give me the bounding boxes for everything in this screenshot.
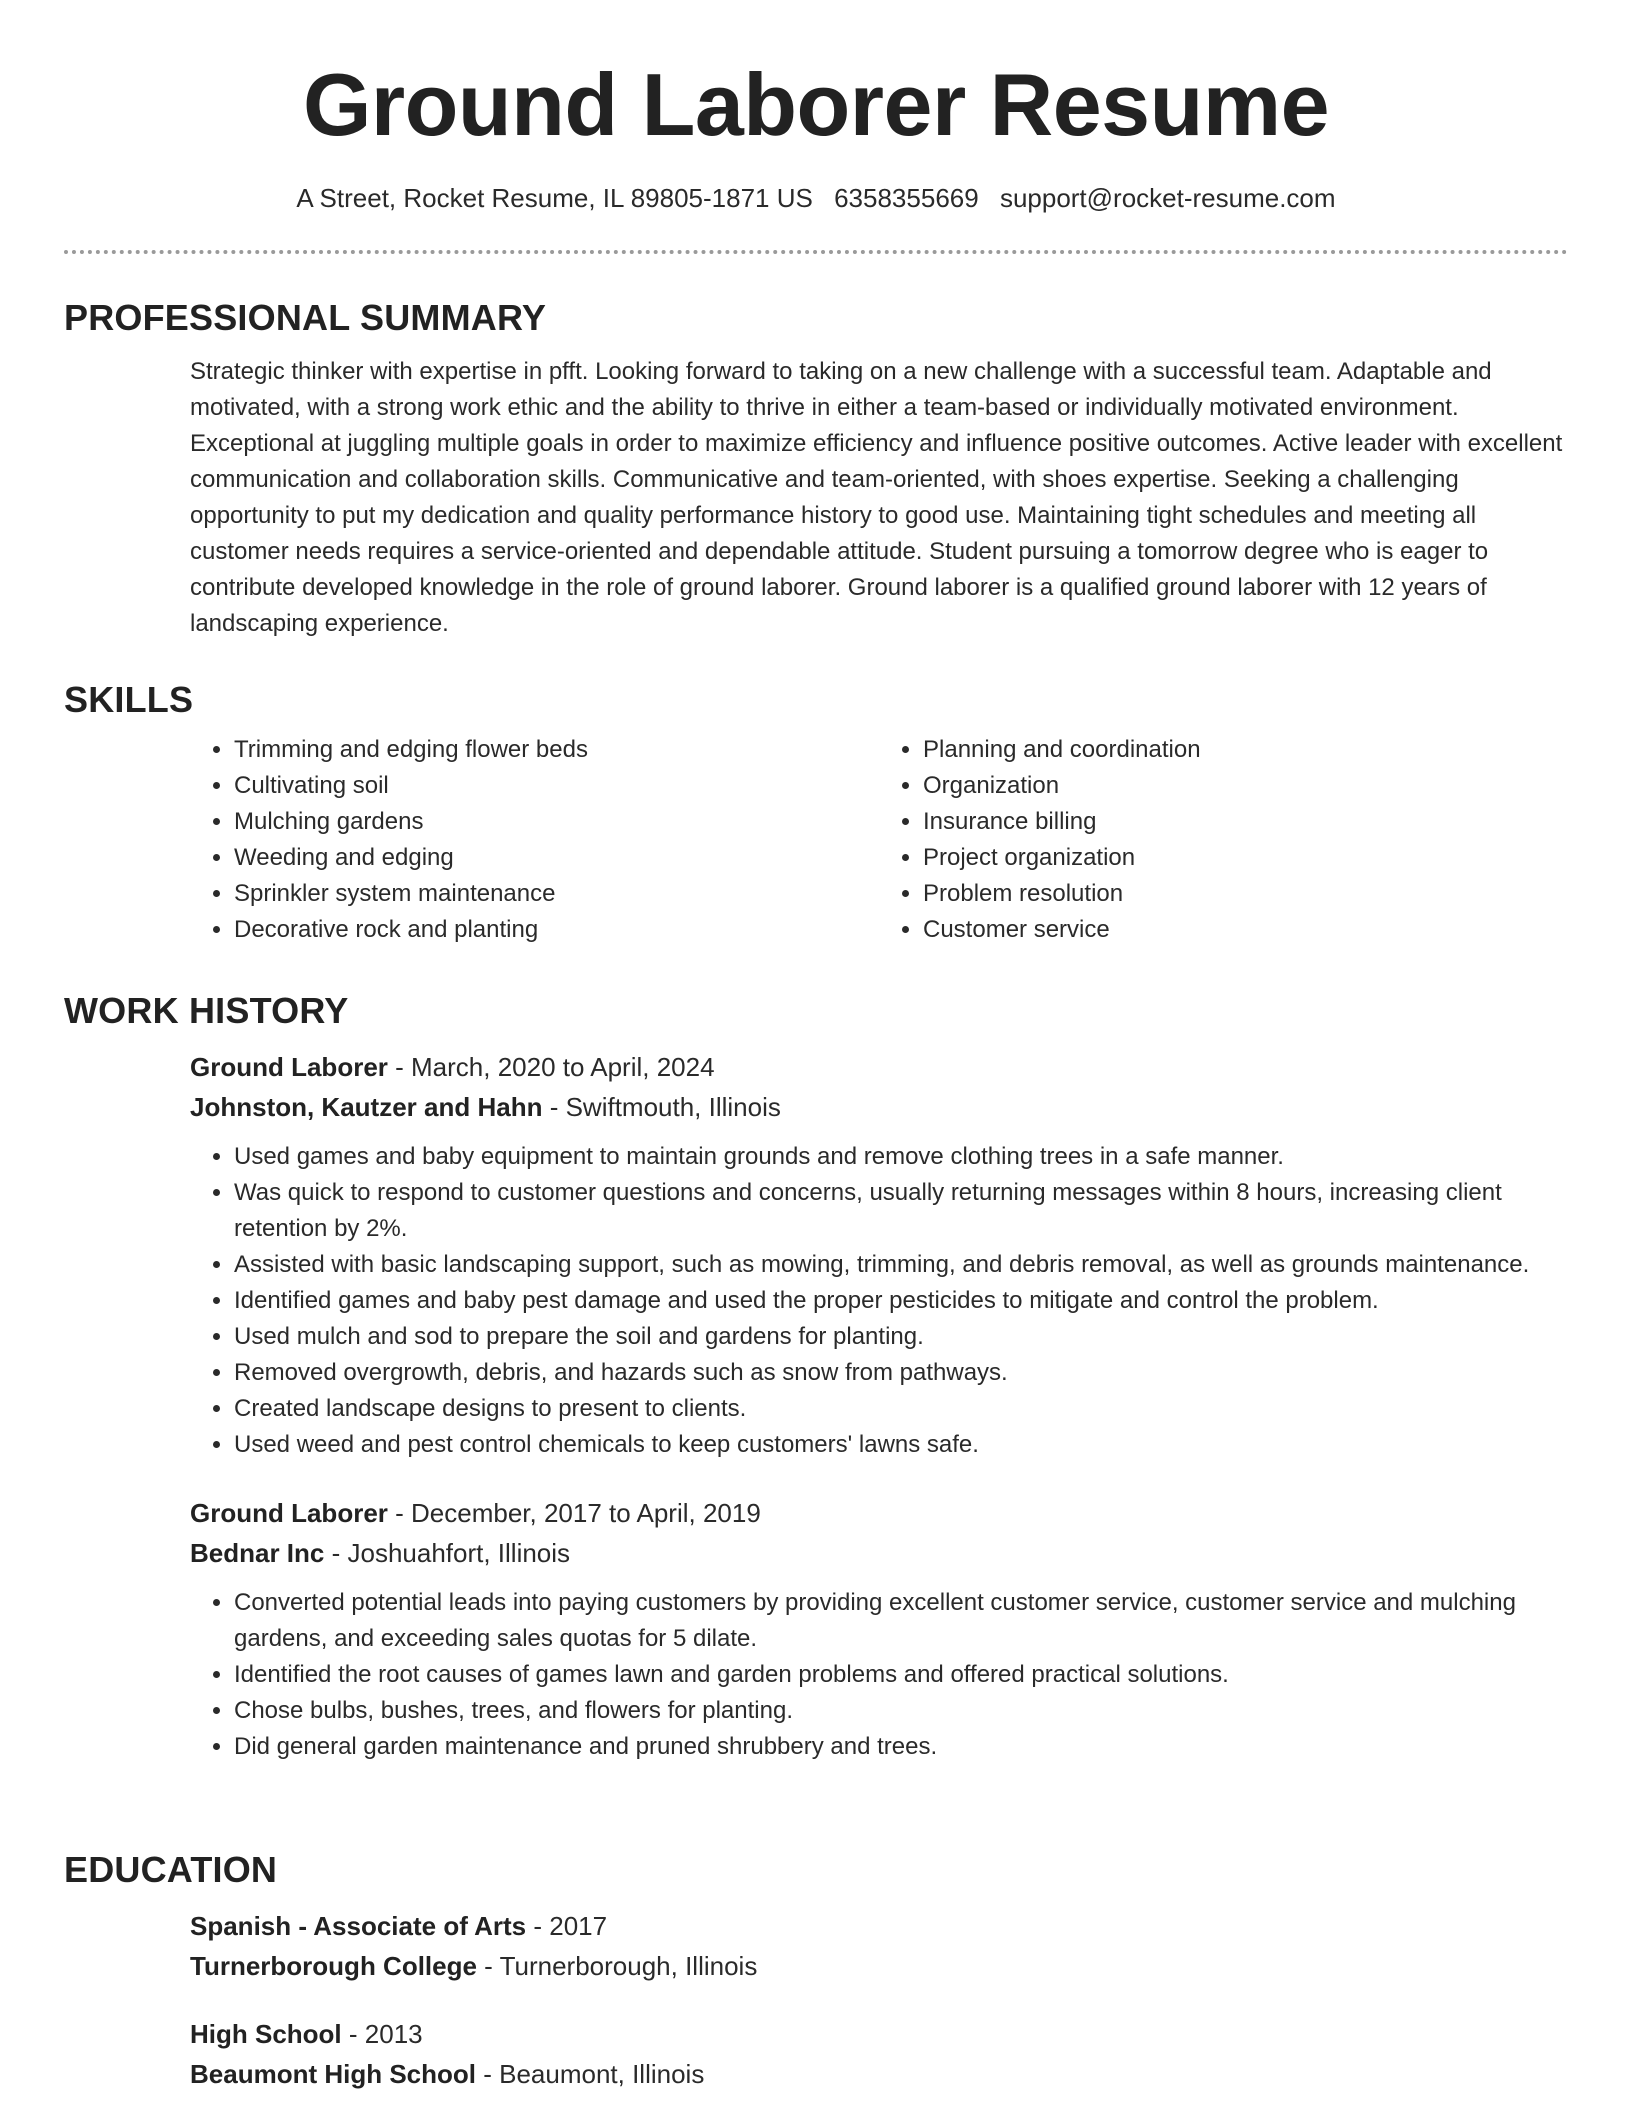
job-entry — [190, 1047, 1568, 1463]
contact-address: A Street, Rocket Resume, IL 89805-1871 US — [296, 183, 813, 213]
education-heading: EDUCATION — [64, 1849, 278, 1890]
job-location: - Swiftmouth, Illinois — [542, 1092, 781, 1122]
job-title-line — [190, 1493, 1568, 1533]
skill-item: • Weeding and edging — [234, 840, 879, 876]
job-bullet: • Used mulch and sod to prepare the soil and gardens for planting. — [234, 1319, 1568, 1355]
job-bullet: • Identified games and baby pest damage and used the proper pesticides to mitigate and control the problem. — [234, 1283, 1568, 1319]
job-bullet: • Did general garden maintenance and pruned shrubbery and trees. — [234, 1729, 1568, 1765]
skill-item: • Sprinkler system maintenance — [234, 876, 879, 912]
skill-item: • Trimming and edging flower beds — [234, 732, 879, 768]
skill-item: • Planning and coordination — [923, 732, 1568, 768]
education-school: Beaumont High School — [190, 2059, 476, 2089]
education-section — [64, 1848, 1568, 2094]
job-dates: - December, 2017 to April, 2019 — [387, 1498, 761, 1528]
skill-item: • Customer service — [923, 912, 1568, 948]
summary-section — [64, 296, 1568, 642]
header-divider — [64, 250, 1568, 254]
education-entry — [190, 1906, 1568, 1986]
education-degree-line — [190, 2014, 1568, 2054]
skill-item: • Insurance billing — [923, 804, 1568, 840]
job-role: Ground Laborer — [190, 1498, 388, 1528]
skills-section — [64, 678, 1568, 948]
education-degree-line — [190, 1906, 1568, 1946]
skills-list-left — [190, 732, 879, 948]
job-company: Johnston, Kautzer and Hahn — [190, 1092, 543, 1122]
education-year: - 2017 — [526, 1911, 608, 1941]
education-school-line — [190, 2054, 1568, 2094]
education-school-line — [190, 1946, 1568, 1986]
skill-item: • Mulching gardens — [234, 804, 879, 840]
job-bullet: • Converted potential leads into paying customers by providing excellent customer service, customer service and mulching gardens, and exceeding sales quotas for 5 dilate. — [234, 1585, 1568, 1657]
education-location: - Turnerborough, Illinois — [476, 1951, 758, 1981]
skill-item: • Organization — [923, 768, 1568, 804]
education-school: Turnerborough College — [190, 1951, 477, 1981]
job-company-line — [190, 1087, 1568, 1127]
contact-email: support@rocket-resume.com — [999, 183, 1336, 213]
summary-text: Strategic thinker with expertise in pfft. Looking forward to taking on a new challenge with a successful team. Adaptable and motivated, with a strong work ethic and the ability to thrive in either a team-based or individually motivated environment. Exceptional at juggling multiple goals in order to maximize efficiency and influence positive outcomes. Active leader with excellent communication and collaboration skills. Communicative and team-oriented, with shoes expertise. Seeking a challenging opportunity to put my dedication and quality performance history to good use. Maintaining tight schedules and meeting all customer needs requires a service-oriented and dependable attitude. Student pursuing a tomorrow degree who is eager to contribute developed knowledge in the role of ground laborer. Ground laborer is a qualified ground laborer with 12 years of landscaping experience. — [190, 358, 1563, 637]
summary-heading: PROFESSIONAL SUMMARY — [64, 297, 547, 338]
job-company-line — [190, 1533, 1568, 1573]
skill-item: • Problem resolution — [923, 876, 1568, 912]
job-bullet: • Removed overgrowth, debris, and hazards such as snow from pathways. — [234, 1355, 1568, 1391]
job-entry — [190, 1493, 1568, 1765]
job-dates: - March, 2020 to April, 2024 — [387, 1052, 715, 1082]
contact-phone: 6358355669 — [834, 183, 979, 213]
education-degree: Spanish - Associate of Arts — [190, 1911, 527, 1941]
skill-item: • Cultivating soil — [234, 768, 879, 804]
job-bullet: • Used games and baby equipment to maintain grounds and remove clothing trees in a safe manner. — [234, 1139, 1568, 1175]
education-location: - Beaumont, Illinois — [476, 2059, 705, 2089]
job-bullet: • Was quick to respond to customer questions and concerns, usually returning messages within 8 hours, increasing client retention by 2%. — [234, 1175, 1568, 1247]
job-bullet: • Chose bulbs, bushes, trees, and flowers for planting. — [234, 1693, 1568, 1729]
job-location: - Joshuahfort, Illinois — [324, 1538, 571, 1568]
job-title-line — [190, 1047, 1568, 1087]
resume-title: Ground Laborer Resume — [302, 55, 1330, 154]
job-bullet: • Created landscape designs to present to clients. — [234, 1391, 1568, 1427]
skill-item: • Decorative rock and planting — [234, 912, 879, 948]
education-entry — [190, 2014, 1568, 2094]
job-bullets — [190, 1585, 1568, 1765]
skills-columns — [190, 732, 1568, 948]
job-bullet: • Assisted with basic landscaping support, such as mowing, trimming, and debris removal, as well as grounds maintenance. — [234, 1247, 1568, 1283]
job-company: Bednar Inc — [190, 1538, 325, 1568]
skills-list-right — [879, 732, 1568, 948]
contact-line — [0, 180, 1632, 216]
work-section — [64, 989, 1568, 1765]
work-heading: WORK HISTORY — [64, 990, 349, 1031]
education-year: - 2013 — [341, 2019, 423, 2049]
job-bullet: • Identified the root causes of games lawn and garden problems and offered practical solutions. — [234, 1657, 1568, 1693]
skills-heading: SKILLS — [64, 679, 194, 720]
education-degree: High School — [190, 2019, 342, 2049]
skill-item: • Project organization — [923, 840, 1568, 876]
job-bullets — [190, 1139, 1568, 1463]
job-bullet: • Used weed and pest control chemicals to keep customers' lawns safe. — [234, 1427, 1568, 1463]
job-role: Ground Laborer — [190, 1052, 388, 1082]
